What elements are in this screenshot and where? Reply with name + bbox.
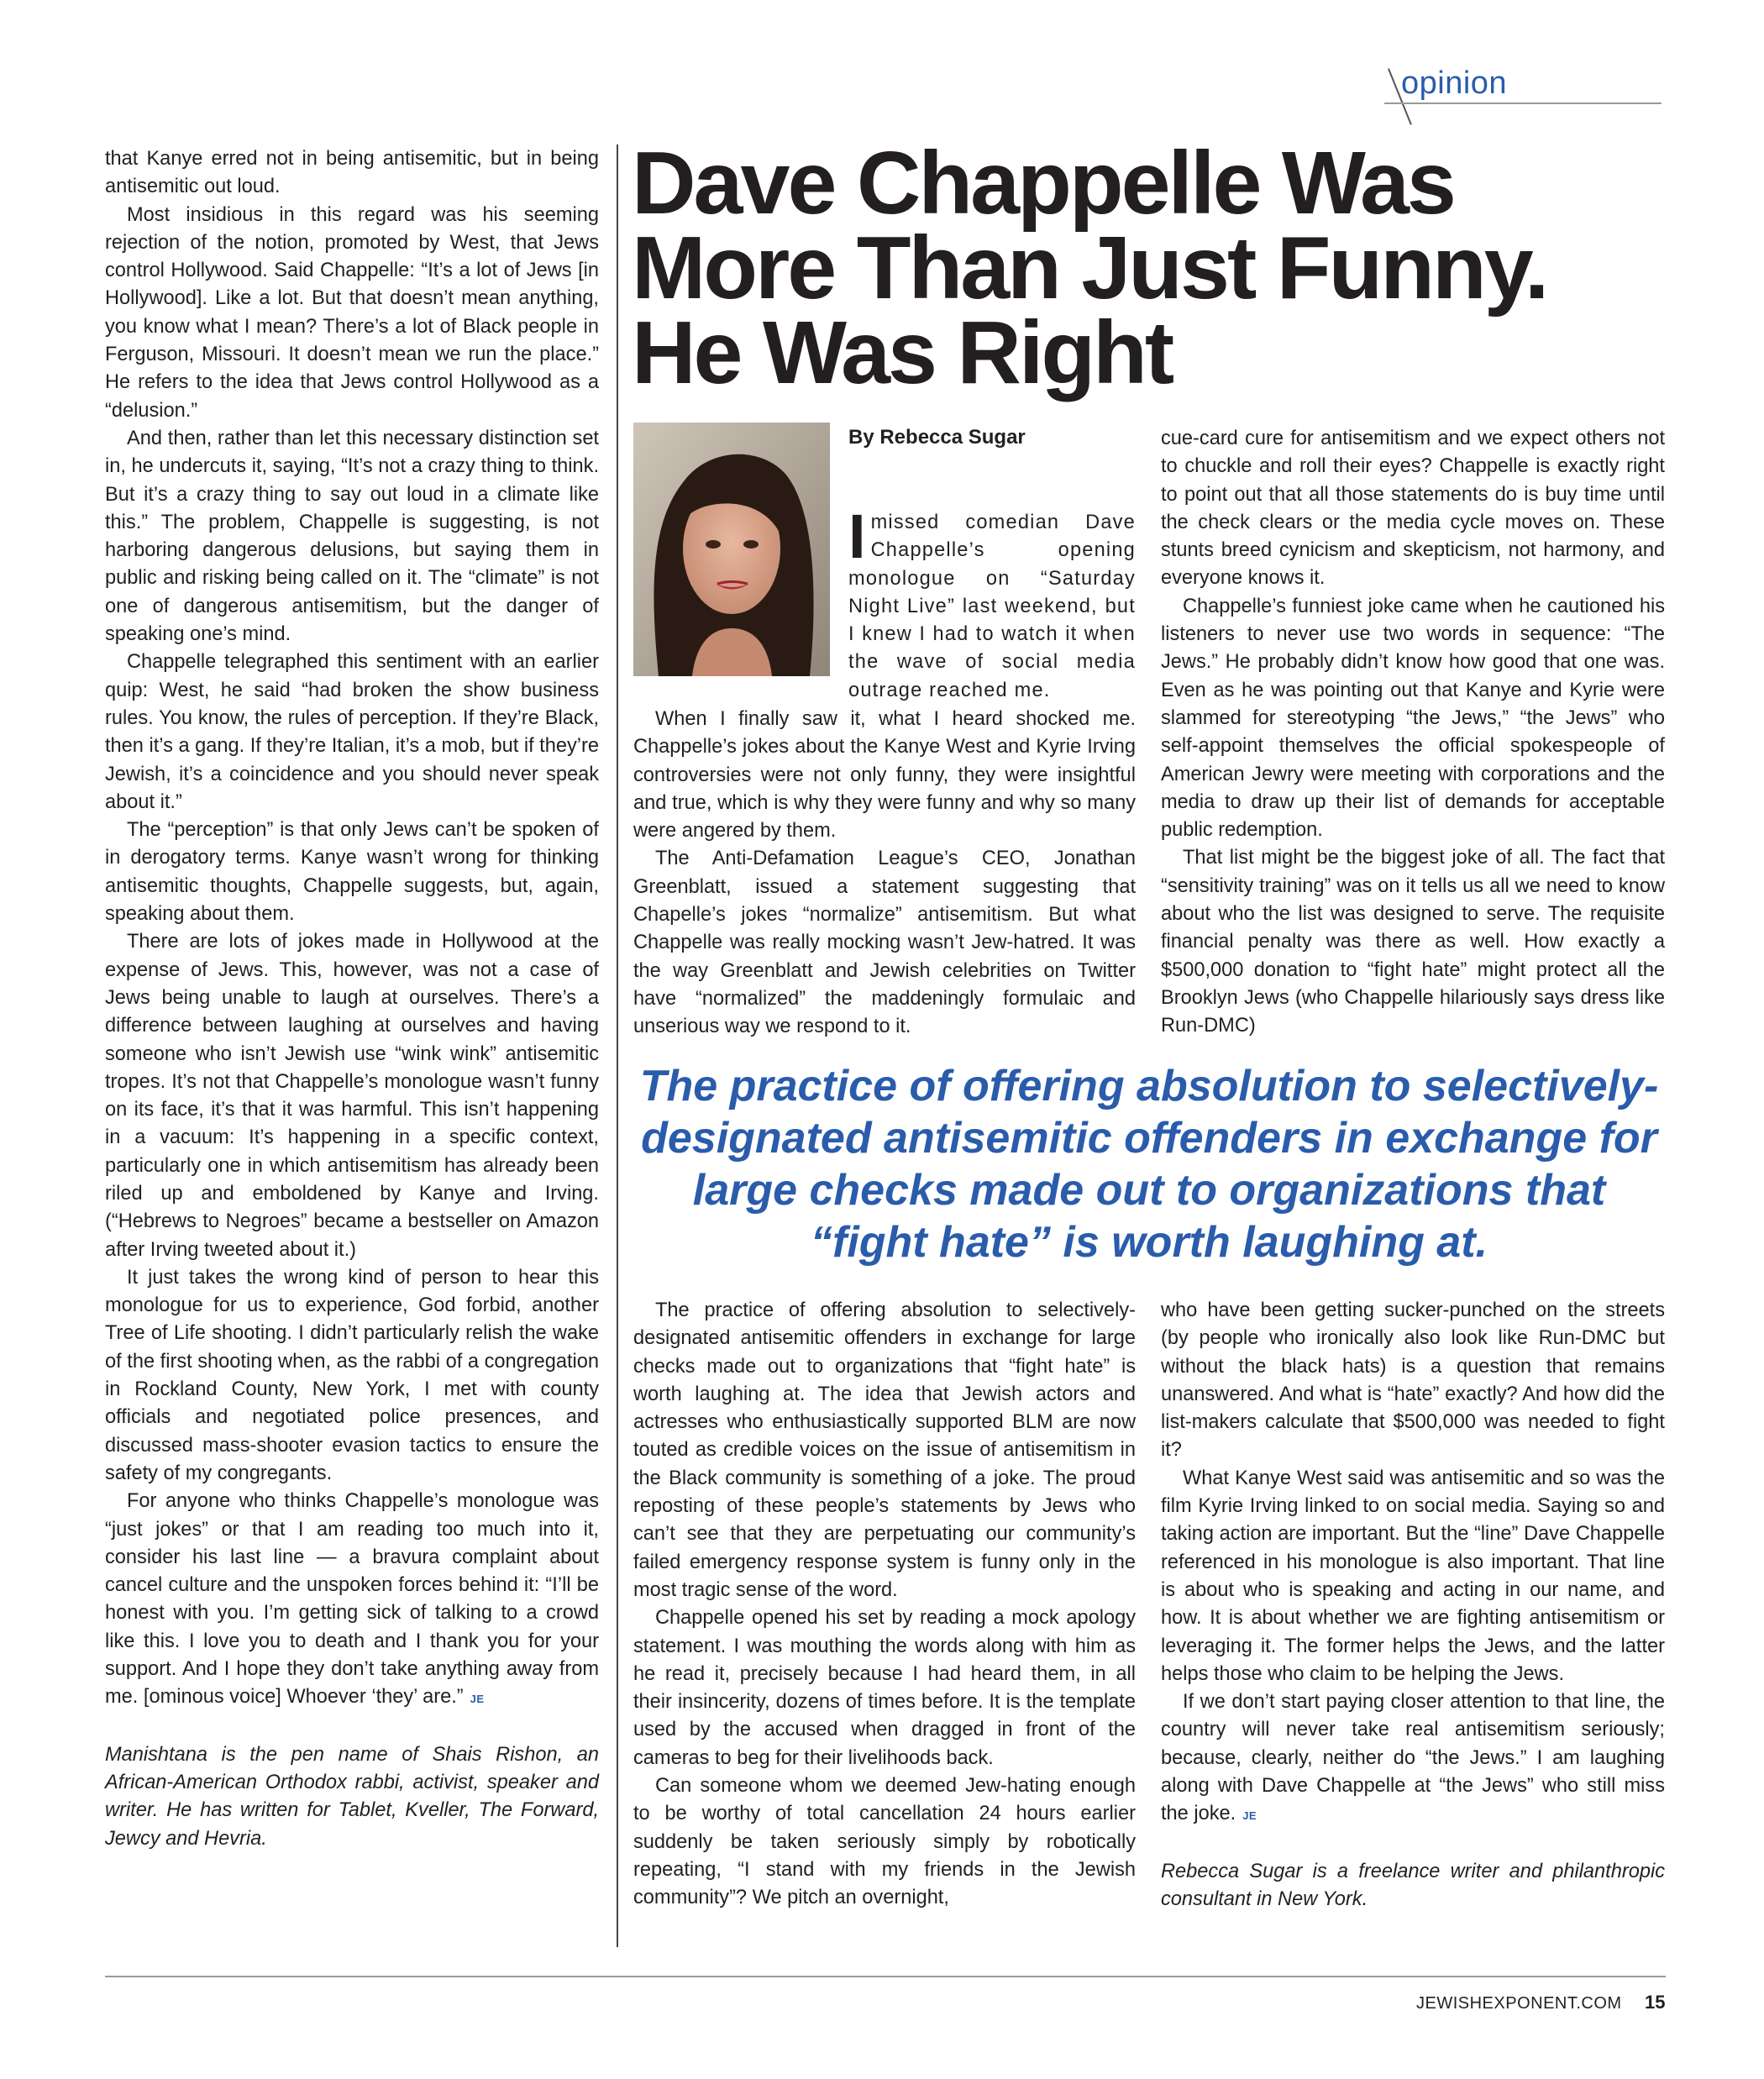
column-divider bbox=[617, 144, 618, 1947]
paragraph-last bbox=[105, 1488, 599, 1713]
section-rule bbox=[1384, 102, 1662, 104]
intro-paragraph bbox=[848, 501, 1136, 705]
paragraph: that Kanye erred not in being antisemitic, but in being antisemitic out loud. bbox=[105, 148, 599, 198]
article-headline bbox=[632, 134, 1673, 402]
left-column bbox=[105, 145, 599, 1853]
byline: By Rebecca Sugar bbox=[848, 426, 1026, 449]
paragraph: And then, rather than let this necessary distinction set in, he undercuts it, saying, “It’s not a crazy thing to think. But it’s a crazy thing to say out loud in a climate like this.” The problem, Chappelle is suggesting, is not harboring dangerous delusions, but saying them in public and risking being called on it. The “climate” is not one of dangerous antisemitism, but the danger of speaking one’s mind. bbox=[105, 427, 599, 646]
footer-site: JEWISHEXPONENT.COM bbox=[1416, 1994, 1622, 2013]
paragraph: Most insidious in this regard was his seeming rejection of the notion, promoted by West, that Jews control Hollywood. Said Chappelle: “It’s a lot of Jews [in Hollywood]. Like a lot. But that doesn’t mean anything, you know what I mean? There’s a lot of Black people in Ferguson, Missouri. It doesn’t mean we run the place.” He refers to the idea that Jews control Hollywood as a “delusion.” bbox=[105, 203, 599, 422]
author-photo bbox=[633, 423, 830, 676]
headline-line: More Than Just Funny. bbox=[632, 218, 1547, 318]
author-bio: Rebecca Sugar is a freelance writer and philanthropic consultant in New York. bbox=[1161, 1860, 1665, 1910]
paragraph: There are lots of jokes made in Hollywood at the expense of Jews. This, however, was not a case of Jews being unable to laugh at ourselves. There’s a difference between laughing at ourselves and having someone who isn’t Jewish use “wink wink” antisemitic tropes. It’s not that Chappelle’s monologue wasn’t funny on its face, it’s that it was harmful. This isn’t happening in a vacuum: It’s happening in a specific context, particularly one in which antisemitism has already been riled up and emboldened by Kanye and Irving. (“Hebrews to Negroes” became a bestseller on Amazon after Irving tweeted about it.) bbox=[105, 931, 599, 1261]
paragraph: The practice of offering absolution to selectively-designated antisemitic offenders in exchange for large checks made out to organizations that “fight hate” is worth laughing at. The idea that Jewish actors and actresses who enthusiastically supported BLM are now touted as credible voices on the issue of antisemitism in the Black community is something of a joke. The proud reposting of these people’s statements by Jews who can’t see that they are perpetuating our community’s failed emergency response system is funny only in the most tragic sense of the word. bbox=[633, 1299, 1136, 1601]
intro-text: missed comedian Dave Chappelle’s opening monologue on “Saturday Night Live” last weekend, but I knew I had to watch it when the wave of social media outrage reached me. bbox=[848, 512, 1136, 701]
paragraph-text: For anyone who thinks Chappelle’s monologue was “just jokes” or that I am reading too much into it, consider his last line — a bravura complaint about cancel culture and the unspoken forces behind it: “I’ll be honest with you. I’m getting sick of talking to a crowd like this. I love you to death and I thank you for your support. And I hope they don’t take anything away from me. [ominous voice] Whoever ‘they’ are.” bbox=[105, 1490, 599, 1709]
headline-line: Dave Chappelle Was bbox=[632, 134, 1454, 233]
headline-line: He Was Right bbox=[632, 303, 1173, 402]
paragraph: The “perception” is that only Jews can’t be spoken of in derogatory terms. Kanye wasn’t wrong for thinking antisemitic thoughts, Chappelle suggests, but, again, speaking about them. bbox=[105, 819, 599, 926]
section-label: opinion bbox=[1401, 66, 1508, 101]
drop-cap: I bbox=[848, 501, 866, 571]
paragraph: Chappelle telegraphed this sentiment with an earlier quip: West, he said “had broken the show business rules. You know, the rules of perception. If they’re Black, then it’s a gang. If they’re Italian, it’s a mob, but if they’re Jewish, it’s a coincidence and you should never speak about it.” bbox=[105, 651, 599, 813]
paragraph: It just takes the wrong kind of person to hear this monologue for us to experience, God forbid, another Tree of Life shooting. I didn’t particularly relish the wake of the first shooting when, as the rabbi of a congregation in Rockland County, New York, I met with county officials and negotiated police presences, and discussed mass-shooter evasion tactics to ensure the safety of my congregants. bbox=[105, 1266, 599, 1484]
pull-quote: The practice of offering absolution to selectively-designated antisemitic offenders in exchange for large checks made out to organizations that “fight hate” is worth laughing at. bbox=[639, 1062, 1659, 1267]
right-column-top bbox=[1161, 425, 1665, 1041]
paragraph-last bbox=[1161, 1688, 1665, 1830]
footer-rule bbox=[105, 1976, 1666, 1977]
paragraph: who have been getting sucker-punched on the streets (by people who ironically also look like Run-DMC but without the black hats) is a question that remains unanswered. And what is “hate” exactly? And how did the list-makers calculate that $500,000 was needed to fight it? bbox=[1161, 1299, 1665, 1462]
paragraph: Can someone whom we deemed Jew-hating enough to be worthy of total cancellation 24 hours earlier suddenly be taken seriously simply by robotically repeating, “I stand with my friends in the Jewish community”? We pitch an overnight, bbox=[633, 1775, 1136, 1909]
paragraph: The Anti-Defamation League’s CEO, Jonathan Greenblatt, issued a statement suggesting that Chapelle’s jokes “normalize” antisemitism. But what Chappelle was really mocking wasn’t Jew-hatred. It was the way Greenblatt and Jewish celebrities on Twitter have “normalized” the maddeningly formulaic and unserious way we respond to it. bbox=[633, 848, 1136, 1038]
middle-column-bottom bbox=[633, 1297, 1136, 1913]
right-column-bottom bbox=[1161, 1297, 1665, 1914]
paragraph-text: If we don’t start paying closer attention to that line, the country will never take real antisemitism seriously; because, clearly, neither do “the Jews.” I am laughing along with Dave Chappelle at “the Jews” who still miss the joke. bbox=[1161, 1691, 1665, 1825]
page-number: 15 bbox=[1645, 1992, 1666, 2013]
middle-column-top bbox=[633, 706, 1136, 1042]
paragraph: Chappelle opened his set by reading a mock apology statement. I was mouthing the words along with him as he read it, precisely because I had heard them, in all their insincerity, dozens of times before. It is the template used by the accused when dragged in front of the cameras to beg for their livelihoods back. bbox=[633, 1607, 1136, 1769]
paragraph: Chappelle’s funniest joke came when he cautioned his listeners to never use two words in sequence: “The Jews.” He probably didn’t know how good that one was. Even as he was pointing out that Kanye and Kyrie were slammed for stereotyping “the Jews,” “the Jews” who self-appoint themselves the official spokespeople of American Jewry were meeting with corporations and the media to draw up their list of demands for acceptable public redemption. bbox=[1161, 595, 1665, 842]
paragraph: When I finally saw it, what I heard shocked me. Chappelle’s jokes about the Kanye West and Kyrie Irving controversies were not only funny, they were insightful and true, which is why they were funny and why so many were angered by them. bbox=[633, 708, 1136, 843]
paragraph: cue-card cure for antisemitism and we expect others not to chuckle and roll their eyes? Chappelle is exactly right to point out that all those statements do is buy time until the check clears or the media cycle moves on. These stunts breed cynicism and skepticism, not harmony, and everyone knows it. bbox=[1161, 428, 1665, 590]
paragraph: What Kanye West said was antisemitic and so was the film Kyrie Irving linked to on social media. Saying so and taking action are important. But the “line” Dave Chappelle referenced in his monologue is also important. That line is about who is speaking and acting in our name, and how. It is about whether we are fighting antisemitism or leveraging it. The former helps the Jews, and the latter helps those who claim to be helping the Jews. bbox=[1161, 1467, 1665, 1685]
end-mark: JE bbox=[470, 1693, 485, 1706]
paragraph: That list might be the biggest joke of all. The fact that “sensitivity training” was on it tells us all we need to know about who the list was designed to serve. The requisite financial penalty was there as well. How exactly a $500,000 donation to “fight hate” might protect all the Brooklyn Jews (who Chappelle hilariously says dress like Run-DMC) bbox=[1161, 847, 1665, 1037]
end-mark: JE bbox=[1242, 1809, 1257, 1823]
author-bio: Manishtana is the pen name of Shais Rishon, an African-American Orthodox rabbi, activist, speaker and writer. He has written for Tablet, Kveller, The Forward, Jewcy and Hevria. bbox=[105, 1743, 599, 1850]
